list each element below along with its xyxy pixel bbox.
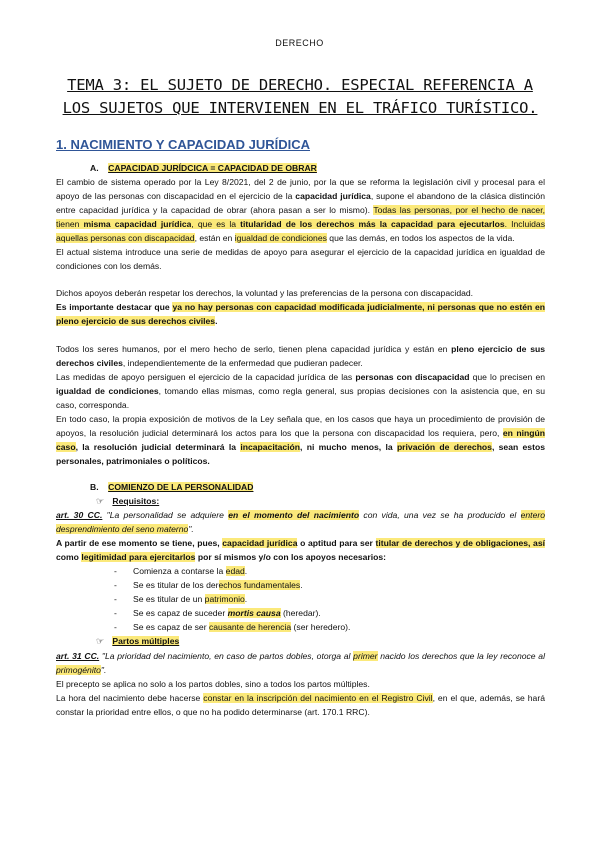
title-line-1: TEMA 3: EL SUJETO DE DERECHO. ESPECIAL REFERENCIA A	[67, 76, 533, 94]
list-item: - Se es titular de los derechos fundamentales.	[114, 580, 303, 591]
paragraph-6: Las medidas de apoyo persiguen el ejercicio de la capacidad jurídica de las personas con discapacidad que lo precisen en igualdad de condiciones, tomando ellas mismas, como regla general, sus propias decisiones con la asistencia que, en su caso, corresponda.	[56, 371, 545, 410]
paragraph-8: A partir de ese momento se tiene, pues, capacidad jurídica o aptitud para ser titular de derechos y de obligaciones, así como legitimidad para ejercitarlos por sí mismos y/o con los apoyos necesarios:	[56, 538, 545, 563]
paragraph-10: La hora del nacimiento debe hacerse constar en la inscripción del nacimiento en el Registro Civil, en el que, además, se hará constar la prioridad entre ellos, o que no ha podido determinarse (art. 170.1 RRC).	[56, 692, 545, 717]
page-header: DERECHO	[275, 38, 324, 48]
art-31-quote: art. 31 CC. "La prioridad del nacimiento, en caso de partos dobles, otorga al primer nacido los derechos que la ley reconoce al primogénito".	[56, 650, 545, 675]
title-line-2: LOS SUJETOS QUE INTERVIENEN EN EL TRÁFICO TURÍSTICO.	[62, 99, 538, 117]
partos-heading: ☞ Partos múltiples	[56, 634, 545, 648]
list-item: - Se es capaz de ser causante de herencia (ser heredero).	[114, 622, 351, 633]
paragraph-5: Todos los seres humanos, por el mero hecho de serlo, tienen plena capacidad jurídica y están en pleno ejercicio de sus derechos civiles, independientemente de la enfermedad que pudieran padecer.	[56, 343, 546, 368]
paragraph-3: Dichos apoyos deberán respetar los derechos, la voluntad y las preferencias de la persona con discapacidad.	[56, 288, 474, 299]
list-item: - Comienza a contarse la edad.	[114, 566, 248, 577]
page-title	[40, 74, 560, 120]
paragraph-7: En todo caso, la propia exposición de motivos de la Ley señala que, en los casos que haya un procedimiento de provisión de apoyos, la resolución judicial determinará los actos para los que la persona con discapacidad los requiera, pero, en ningún caso, la resolución judicial determinará la incapacitación, ni mucho menos, la privación de derechos, sean estos personales, patrimoniales o políticos.	[56, 413, 545, 466]
list-item: - Se es titular de un patrimonio.	[114, 594, 248, 605]
effects-list	[56, 564, 545, 634]
requisitos-heading: ☞ Requisitos:	[56, 494, 545, 508]
subsection-a-title: CAPACIDAD JURÍDCICA = CAPACIDAD DE OBRAR	[108, 163, 317, 173]
subsection-b-title: COMIENZO DE LA PERSONALIDAD	[108, 481, 254, 492]
subsection-a-heading: A. CAPACIDAD JURÍDCICA = CAPACIDAD DE OBRAR	[90, 163, 317, 173]
section-heading-1: 1. NACIMIENTO Y CAPACIDAD JURÍDICA	[56, 137, 311, 152]
art-30-reference: art. 30 CC.	[56, 510, 103, 521]
subsection-b-heading: B. COMIENZO DE LA PERSONALIDAD	[90, 481, 254, 492]
paragraph-1: El cambio de sistema operado por la Ley 8/2021, del 2 de junio, por la que se reforma la legislación civil y procesal para el apoyo de las personas con discapacidad en el ejercicio de la capacidad jurídica, supone el abandono de la clásica distinción entre capacidad jurídica y la capacidad de obrar (ahora pasan a ser lo mismo). Todas las personas, por el hecho de nacer, tienen misma capacidad jurídica, que es la titularidad de los derechos más la capacidad para ejecutarlos. Incluidas aquellas personas con discapacidad, están en igualdad de condiciones que las demás, en todos los aspectos de la vida.	[56, 177, 545, 244]
document-body	[56, 161, 545, 719]
paragraph-9: El precepto se aplica no solo a los partos dobles, sino a todos los partos múltiples.	[56, 678, 370, 689]
pointing-hand-icon: ☞	[96, 495, 105, 506]
pointing-hand-icon: ☞	[96, 636, 105, 647]
art-31-reference: art. 31 CC.	[56, 650, 100, 661]
art-30-quote: art. 30 CC. "La personalidad se adquiere en el momento del nacimiento con vida, una vez se ha producido el entero desprendimiento del seno materno".	[56, 510, 545, 535]
paragraph-2: El actual sistema introduce una serie de medidas de apoyo para asegurar el ejercicio de la capacidad jurídica en igualdad de condiciones con los demás.	[56, 247, 545, 272]
list-item: - Se es capaz de suceder mortis causa (heredar).	[114, 608, 321, 619]
paragraph-4: Es importante destacar que ya no hay personas con capacidad modificada judicialmente, ni personas que no estén en pleno ejercicio de sus derechos civiles.	[56, 302, 545, 327]
